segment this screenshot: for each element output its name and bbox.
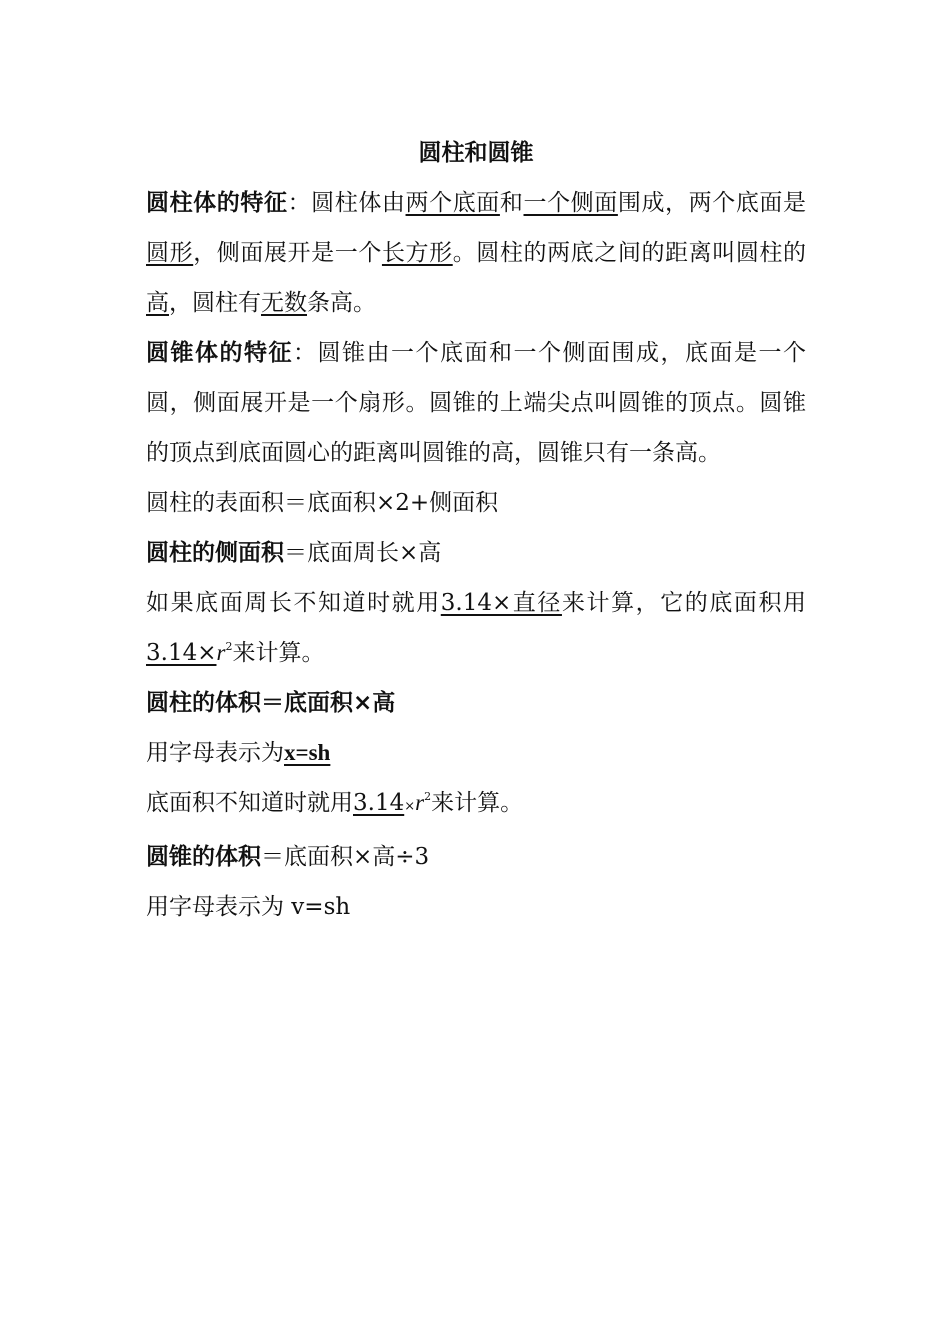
base-note-superscript: 2 (424, 790, 432, 803)
cone-volume-label: 圆锥的体积 (146, 844, 261, 870)
base-note-r: r (415, 790, 425, 815)
cylinder-underline-2: 一个侧面 (523, 190, 618, 216)
base-note-line (146, 778, 806, 832)
lateral-note-underline-1: 3.14×直径 (440, 590, 562, 616)
cone-volume-line (146, 832, 806, 882)
cone-feature-paragraph (146, 328, 806, 478)
surface-area-text: 圆柱的表面积＝底面积×2+侧面积 (146, 490, 499, 516)
lateral-note-superscript: 2 (225, 640, 233, 653)
cylinder-feature-paragraph (146, 178, 806, 328)
cylinder-underline-5: 高 (146, 290, 169, 316)
cylinder-feature-label: 圆柱体的特征 (146, 190, 288, 216)
cylinder-text-6: ，圆柱有 (169, 290, 261, 316)
cylinder-text-4: ，侧面展开是一个 (193, 240, 382, 266)
cylinder-underline-3: 圆形 (146, 240, 194, 266)
cylinder-underline-6: 无数 (261, 290, 307, 316)
lateral-area-text: ＝底面周长×高 (284, 540, 442, 566)
cone-feature-label: 圆锥体的特征 (146, 340, 293, 366)
base-note-text-2: 来计算。 (431, 790, 524, 816)
cone-letters-text: 用字母表示为 v=sh (146, 894, 351, 920)
lateral-note-underline-2-text: 3.14× (146, 640, 217, 666)
cone-feature-colon: ： (293, 340, 318, 366)
cone-letters-line (146, 882, 806, 932)
cylinder-text-5: 。圆柱的两底之间的距离叫圆柱的 (452, 240, 807, 266)
cylinder-text-7: 条高。 (307, 290, 376, 316)
lateral-area-line (146, 528, 806, 578)
cone-feature-text: 圆锥由一个底面和一个侧面围成，底面是一个圆，侧面展开是一个扇形。圆锥的上端尖点叫圆锥的顶点。圆锥的顶点到底面圆心的距离叫圆锥的高，圆锥只有一条高。 (146, 340, 806, 466)
lateral-note-paragraph (146, 578, 806, 678)
document-page (146, 128, 806, 932)
base-note-underline: 3.14 (353, 790, 405, 816)
lateral-area-label: 圆柱的侧面积 (146, 540, 284, 566)
cone-volume-text: ＝底面积×高÷3 (261, 844, 430, 870)
lateral-note-text-3: 来计算。 (232, 640, 325, 666)
lateral-note-underline-2 (146, 640, 216, 666)
cylinder-letters-formula: x=sh (284, 740, 331, 765)
cylinder-letters-line (146, 728, 806, 778)
surface-area-line (146, 478, 806, 528)
cylinder-underline-4: 长方形 (381, 240, 453, 266)
cylinder-volume-text: 圆柱的体积＝底面积×高 (146, 690, 396, 716)
lateral-note-text-2: 来计算，它的底面积用 (561, 590, 807, 616)
cylinder-text-3: 围成，两个底面是 (617, 190, 807, 216)
cylinder-letters-text: 用字母表示为 (146, 740, 284, 766)
base-note-text-1: 底面积不知道时就用 (146, 790, 353, 816)
cylinder-text-2: 和 (499, 190, 524, 216)
lateral-note-r: r (216, 640, 226, 665)
cylinder-volume-line (146, 678, 806, 728)
page-title: 圆柱和圆锥 (418, 140, 534, 166)
cylinder-feature-colon: ： (287, 190, 312, 216)
cylinder-text-1: 圆柱体由 (311, 190, 406, 216)
base-note-times: × (404, 799, 416, 814)
lateral-note-text-1: 如果底面周长不知道时就用 (146, 590, 441, 616)
cylinder-underline-1: 两个底面 (405, 190, 500, 216)
